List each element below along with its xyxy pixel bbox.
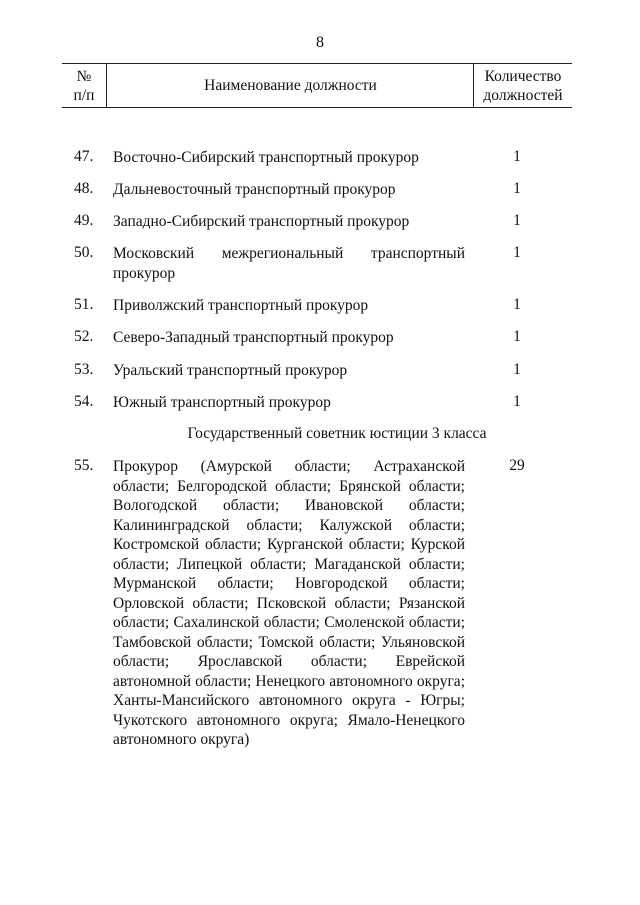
- row-number: 54.: [74, 393, 94, 410]
- row-number: 48.: [74, 180, 94, 197]
- row-count: 1: [513, 148, 521, 165]
- row-position-name: Восточно-Сибирский транспортный прокурор: [113, 149, 419, 166]
- row-position-name: Северо-Западный транспортный прокурор: [113, 329, 394, 346]
- row-position-name: Прокурор (Амурской области; Астраханской области; Белгородской области; Брянской области; Вологодской области; Ивановской области; Калининградской области; Калужской области; Костромской области; Курганской области; Курской области; Липецкой области; Магаданской области; Мурманской области; Новгородской области; Орловской области; Псковской области; Рязанской области; Сахалинской области; Смоленской области; Тамбовской области; Томской области; Ульяновской области; Ярославской области; Еврейской автономной области; Ненецкого автономного округа; Ханты-Мансийского автономного округа - Югры; Чукотского автономного округа; Ямало-Ненецкого автономного округа): [113, 458, 465, 748]
- row-count: 1: [513, 180, 521, 197]
- row-number: 55.: [74, 457, 94, 474]
- header-name-column: Наименование должности: [108, 64, 474, 107]
- page-number: 8: [316, 34, 324, 51]
- row-position-name: Уральский транспортный прокурор: [113, 362, 348, 379]
- row-count: 29: [509, 457, 525, 474]
- header-number-sublabel: п/п: [73, 87, 95, 104]
- row-position-name: Южный транспортный прокурор: [113, 394, 331, 411]
- header-count-sublabel: должностей: [483, 87, 563, 104]
- row-count: 1: [513, 361, 521, 378]
- row-count: 1: [513, 296, 521, 313]
- row-count: 1: [513, 328, 521, 345]
- row-number: 52.: [74, 328, 94, 345]
- row-position-name: Западно-Сибирский транспортный прокурор: [113, 213, 410, 230]
- row-position-name: Приволжский транспортный прокурор: [113, 297, 369, 314]
- header-number-label: №: [76, 68, 92, 85]
- row-position-name: Московский межрегиональный транспортный прокурор: [113, 245, 465, 282]
- row-number: 49.: [74, 212, 94, 229]
- header-number-column: [62, 64, 107, 107]
- section-title: Государственный советник юстиции 3 класса: [187, 425, 487, 442]
- header-count-column: [474, 64, 572, 107]
- row-count: 1: [513, 244, 521, 261]
- row-position-name: Дальневосточный транспортный прокурор: [113, 181, 396, 198]
- row-count: 1: [513, 212, 521, 229]
- row-number: 50.: [74, 244, 94, 261]
- row-number: 51.: [74, 296, 94, 313]
- table-header: [62, 63, 572, 108]
- row-number: 53.: [74, 361, 94, 378]
- header-count-label: Количество: [484, 68, 562, 85]
- row-count: 1: [513, 393, 521, 410]
- row-number: 47.: [74, 148, 94, 165]
